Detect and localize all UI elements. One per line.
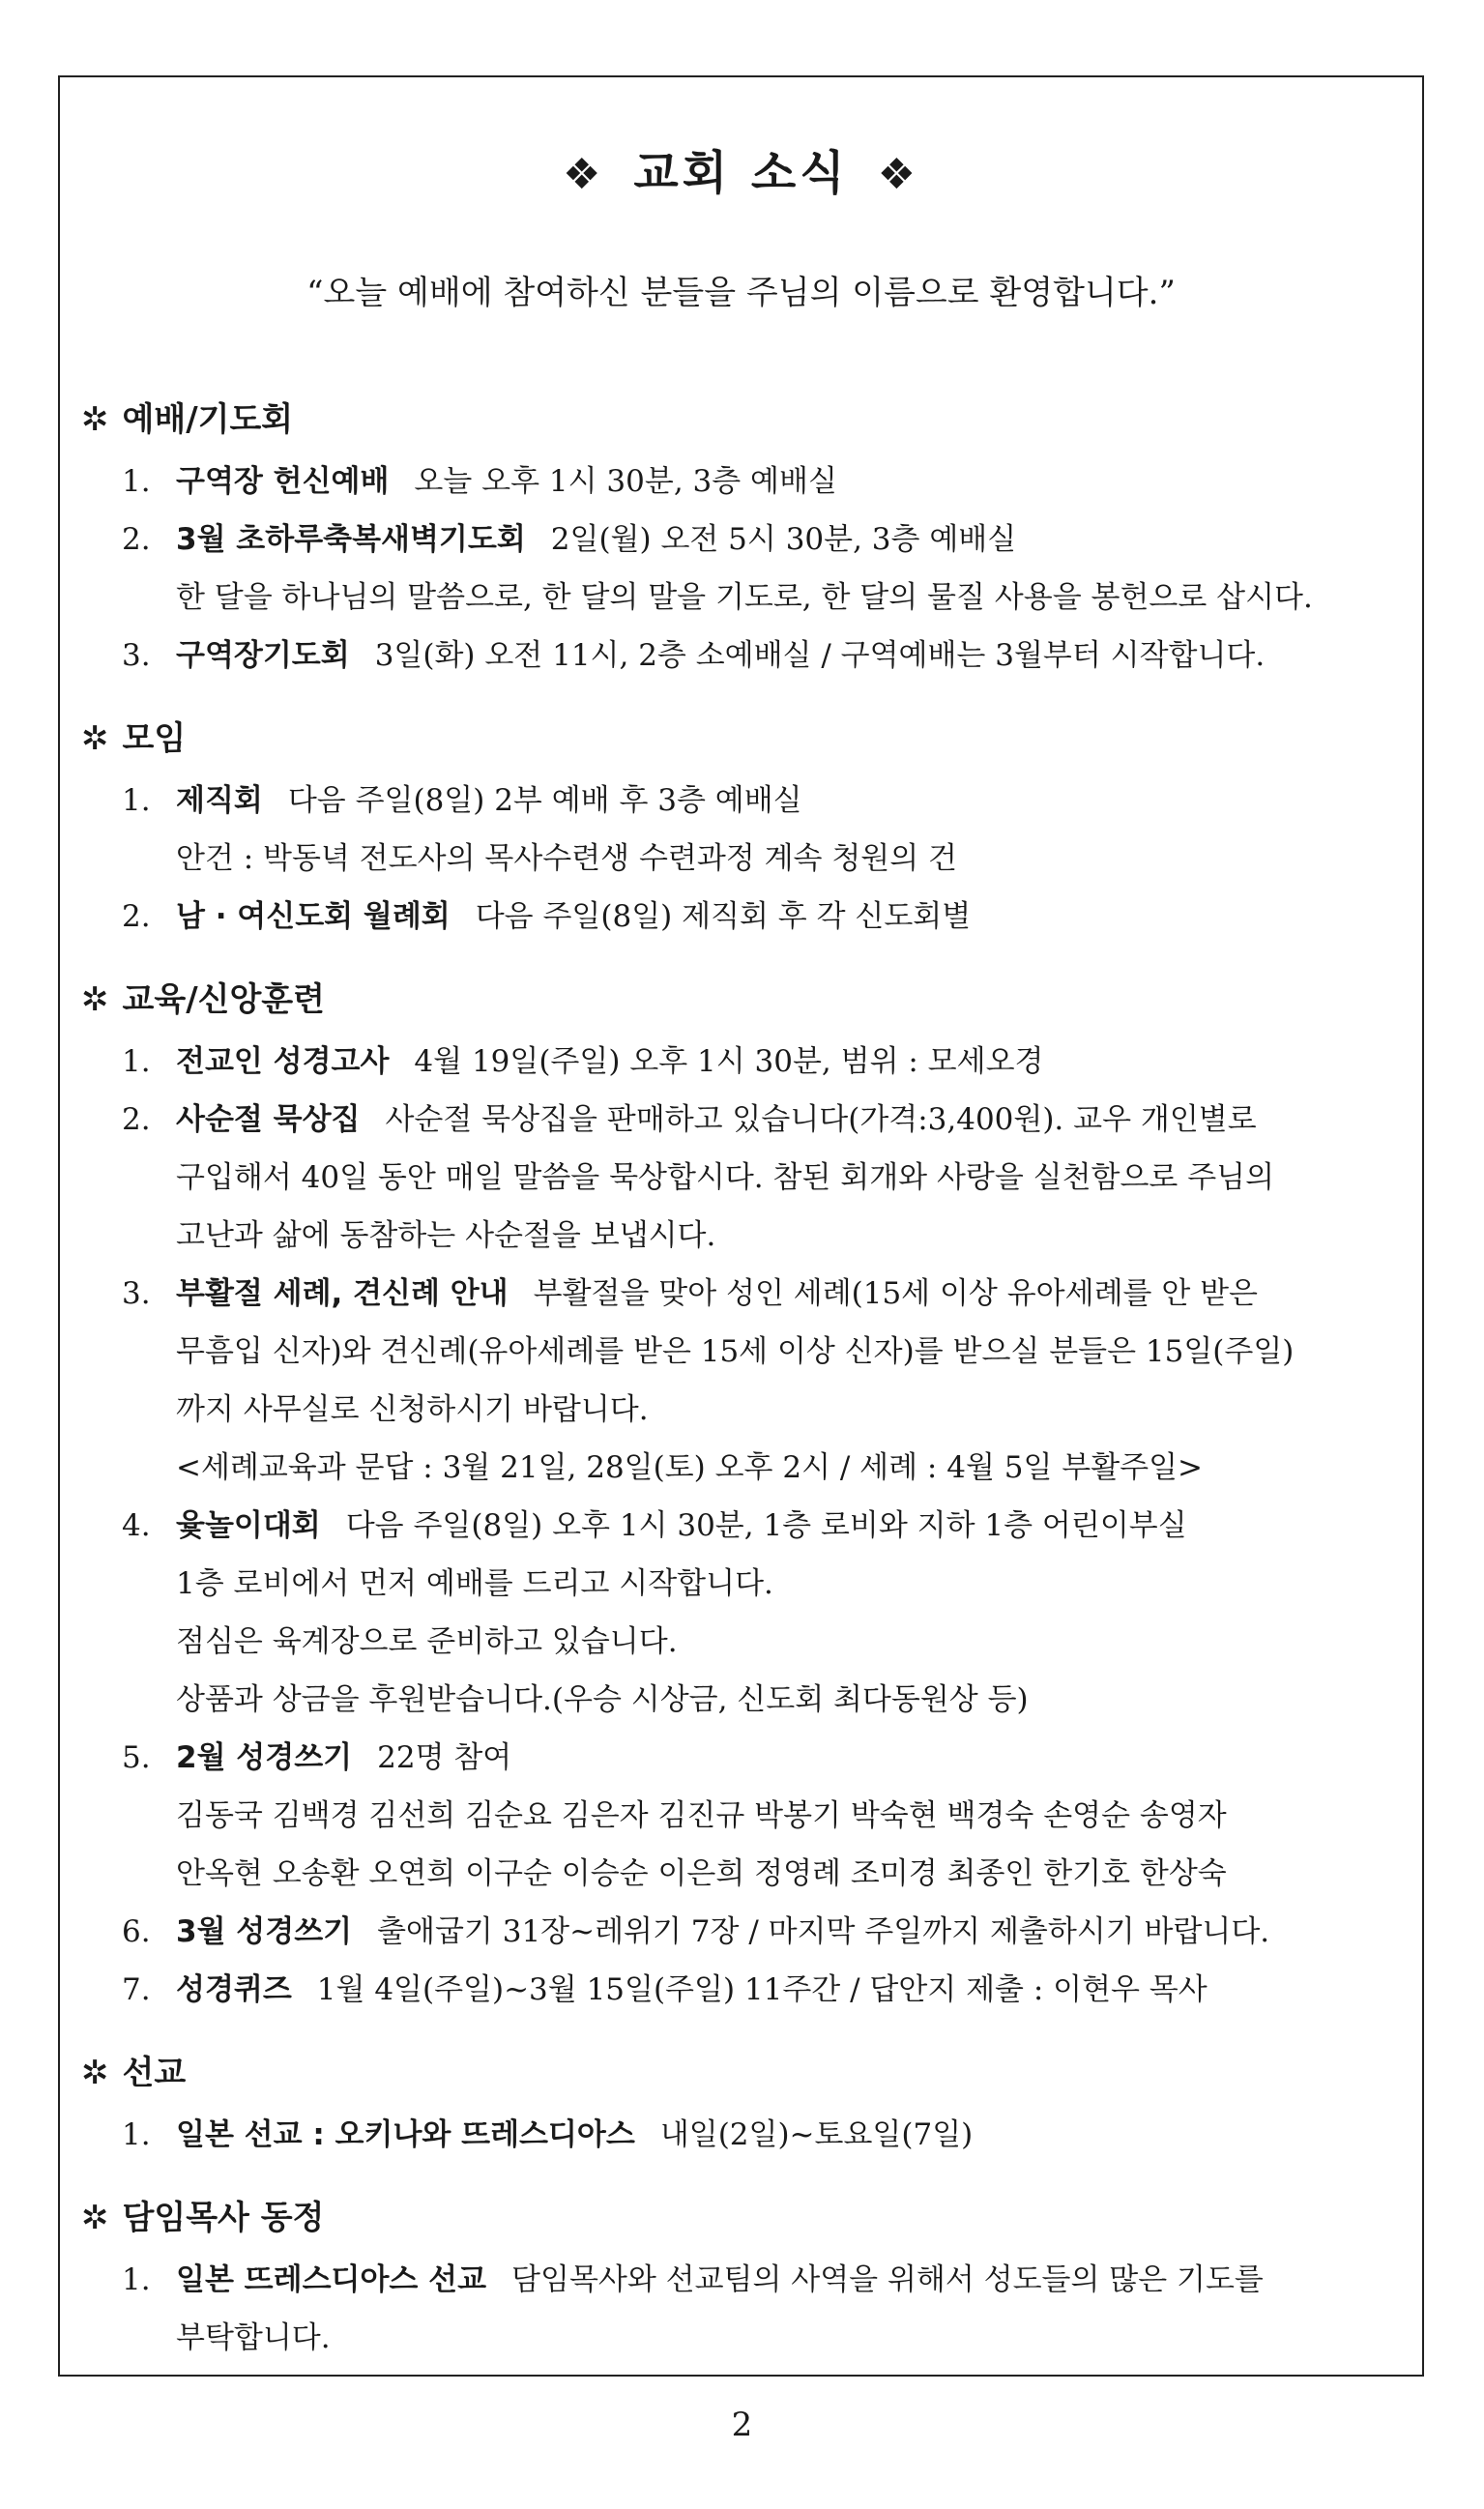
section-meeting [81,706,1415,946]
diamond-ornament-icon: ❖ [562,150,605,199]
asterisk-icon: ✲ [81,400,109,439]
list-item-continuation: 점심은 육계장으로 준비하고 있습니다. [176,1624,678,1659]
list-item: 1. 제직회 다음 주일(8일) 2부 예배 후 3층 예배실 [122,783,802,818]
list-item-continuation: 안건 : 박동녁 전도사의 목사수련생 수련과정 계속 청원의 건 [176,841,957,876]
list-item: 3. 부활절 세례, 견신례 안내 부활절을 맞아 성인 세례(15세 이상 유아세례를 안 받은 [122,1276,1259,1311]
list-item: 1. 구역장 헌신예배 오늘 오후 1시 30분, 3층 예배실 [122,464,837,499]
list-item: 6. 3월 성경쓰기 출애굽기 31장~레위기 7장 / 마지막 주일까지 제출하시기 바랍니다. [122,1914,1270,1949]
list-item-continuation: 안옥현 오송환 오연희 이구순 이승순 이은희 정영례 조미경 최종인 한기호 한상숙 [176,1856,1227,1891]
list-item-continuation: <세례교육과 문답 : 3월 21일, 28일(토) 오후 2시 / 세례 : 4월 5일 부활주일> [176,1450,1204,1485]
diamond-ornament-icon: ❖ [877,150,920,199]
section-heading: ✲ 예배/기도회 [81,400,294,439]
list-item-continuation: 까지 사무실로 신청하시기 바랍니다. [176,1392,649,1427]
list-item: 1. 일본 선교 : 오키나와 뜨레스디아스 내일(2일)~토요일(7일) [122,2117,974,2152]
news-content [81,387,1415,2388]
list-item: 2. 남 · 여신도회 월례회 다음 주일(8일) 제직회 후 각 신도회별 [122,899,972,934]
section-education [81,967,1415,2019]
list-item: 4. 윷놀이대회 다음 주일(8일) 오후 1시 30분, 1층 로비와 지하 1층 어린이부실 [122,1508,1187,1543]
asterisk-icon: ✲ [81,980,109,1019]
list-item-continuation: 상품과 상금을 후원받습니다.(우승 시상금, 신도회 최다동원상 등) [176,1682,1029,1717]
list-item: 2. 사순절 묵상집 사순절 묵상집을 판매하고 있습니다(가격:3,400원). 교우 개인별로 [122,1102,1257,1137]
list-item-continuation: 1층 로비에서 먼저 예배를 드리고 시작합니다. [176,1566,773,1601]
list-item: 7. 성경퀴즈 1월 4일(주일)~3월 15일(주일) 11주간 / 답안지 제출 : 이현우 목사 [122,1972,1208,2007]
asterisk-icon: ✲ [81,719,109,758]
section-heading: ✲ 선교 [81,2054,187,2092]
list-item: 5. 2월 성경쓰기 22명 참여 [122,1740,512,1775]
asterisk-icon: ✲ [81,2054,109,2092]
list-item: 1. 전교인 성경고사 4월 19일(주일) 오후 1시 30분, 범위 : 모세오경 [122,1044,1044,1079]
list-item: 3. 구역장기도회 3일(화) 오전 11시, 2층 소예배실 / 구역예배는 3월부터 시작합니다. [122,638,1266,673]
list-item-continuation: 한 달을 하나님의 말씀으로, 한 달의 말을 기도로, 한 달의 물질 사용을 봉헌으로 삽시다. [176,580,1313,615]
list-item: 1. 일본 뜨레스디아스 선교 담임목사와 선교팀의 사역을 위해서 성도들의 많은 기도를 [122,2262,1264,2297]
section-heading: ✲ 교육/신앙훈련 [81,980,325,1019]
list-item-continuation: 부탁합니다. [176,2320,331,2355]
section-worship [81,387,1415,685]
asterisk-icon: ✲ [81,2199,109,2237]
list-item-continuation: 무흠입 신자)와 견신례(유아세례를 받은 15세 이상 신자)를 받으실 분들은 15일(주일) [176,1334,1295,1369]
title-text: 교회 소식 [633,146,849,200]
list-item: 2. 3월 초하루축복새벽기도회 2일(월) 오전 5시 30분, 3층 예배실 [122,522,1017,557]
section-mission [81,2040,1415,2164]
section-heading: ✲ 모임 [81,719,187,758]
list-item-continuation: 구입해서 40일 동안 매일 말씀을 묵상합시다. 참된 회개와 사랑을 실천함으로 주님의 [176,1160,1275,1195]
list-item-continuation: 김동국 김백경 김선희 김순요 김은자 김진규 박봉기 박숙현 백경숙 손영순 송영자 [176,1798,1227,1833]
welcome-message: “오늘 예배에 참여하신 분들을 주님의 이름으로 환영합니다.” [306,274,1176,312]
section-pastor [81,2185,1415,2367]
bulletin-frame [58,75,1424,2377]
list-item-continuation: 고난과 삶에 동참하는 사순절을 보냅시다. [176,1218,716,1253]
page-title [60,135,1422,202]
section-heading: ✲ 담임목사 동정 [81,2199,325,2237]
page-number: 2 [731,2406,753,2444]
